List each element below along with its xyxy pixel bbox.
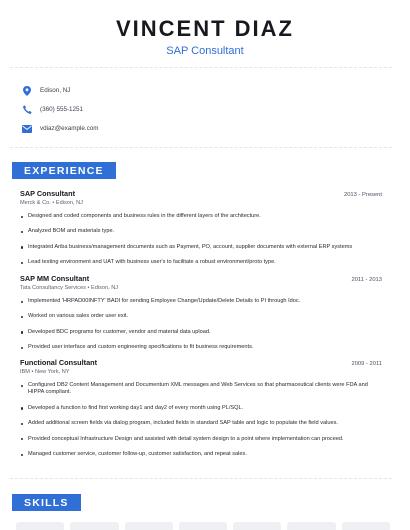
job-location: Edison, NJ [91, 285, 119, 291]
location-text: Edison, NJ [40, 87, 71, 94]
job-location: New York, NY [35, 369, 70, 375]
list-item: Provided user interface and custom engineering specifications to fit business requirements. [20, 344, 382, 351]
job-bullets [20, 382, 382, 458]
contact-block [22, 81, 99, 138]
skill-chip [179, 522, 227, 530]
list-item: Designed and coded components and business rules in the different layers of the architecture. [20, 213, 382, 220]
list-item: Analyzed BOM and materials type. [20, 228, 382, 235]
contact-location [22, 81, 99, 100]
resume-header [0, 0, 410, 58]
job-company: IBM [20, 369, 30, 375]
phone-icon [22, 105, 32, 115]
list-item: Provided conceptual Infrastructure Design and assisted with detail system design to a point where implementation can proceed. [20, 436, 382, 443]
section-heading-experience: EXPERIENCE [12, 162, 116, 179]
job-dates: 2009 - 2011 [351, 361, 382, 367]
contact-email [22, 119, 99, 138]
list-item: Developed BDC programs for customer, vendor and material data upload. [20, 329, 382, 336]
job-title: SAP Consultant [20, 189, 76, 198]
envelope-icon [22, 124, 32, 134]
divider [10, 478, 392, 479]
contact-phone [22, 100, 99, 119]
list-item: Integrated Ariba business/management documents such as Payment, PO, account, supplier documents with external ERP systems [20, 244, 382, 251]
job-bullets [20, 298, 382, 352]
skill-chip [70, 522, 118, 530]
job-entry [20, 274, 382, 352]
candidate-name: VINCENT DIAZ [116, 16, 294, 41]
skill-chip [233, 522, 281, 530]
job-dates: 2011 - 2013 [351, 277, 382, 283]
list-item: Developed a function to find first working day1 and day2 of every month using PL/SQL. [20, 405, 382, 412]
skills-list [16, 522, 390, 530]
email-text: vdiaz@example.com [40, 125, 99, 132]
candidate-title: SAP Consultant [166, 45, 244, 57]
job-company: Merck & Co. [20, 200, 51, 206]
job-entry [20, 358, 382, 458]
divider [10, 147, 392, 148]
skill-chip [342, 522, 390, 530]
list-item: Managed customer service, customer follow-up, customer satisfaction, and repeat sales. [20, 451, 382, 458]
job-company-line: Merck & Co. • Edison, NJ [20, 200, 83, 206]
list-item: Worked on various sales order user exit. [20, 313, 382, 320]
job-dates: 2013 - Present [343, 192, 382, 198]
skill-chip [125, 522, 173, 530]
job-bullets [20, 213, 382, 267]
job-company-line: Tata Consultancy Services • Edison, NJ [20, 285, 119, 291]
list-item: Configured DB2 Content Management and Documentum XML messages and Web Services so that pharmaceutical clients were FDA and HIPPA compliant. [20, 382, 382, 397]
list-item: Lead testing environment and UAT with business user's to facilitate a robust environment/proto type. [20, 259, 382, 266]
phone-text: (360) 555-1251 [40, 106, 84, 113]
job-title: Functional Consultant [20, 358, 98, 367]
list-item: Added additional screen fields via dialog program, included fields in standard SAP table and logic to populate the field values. [20, 420, 382, 427]
job-title: SAP MM Consultant [20, 274, 90, 283]
skill-chip [16, 522, 64, 530]
divider [10, 67, 392, 68]
job-entry [20, 189, 382, 267]
job-company: Tata Consultancy Services [20, 285, 86, 291]
map-pin-icon [22, 86, 32, 96]
list-item: Implemented 'HRPAD00INFTY' BADI for sending Employee Change/Update/Delete Details to PI through Idoc. [20, 298, 382, 305]
skill-chip [287, 522, 335, 530]
job-location: Edison, NJ [55, 200, 83, 206]
section-heading-skills: SKILLS [12, 494, 81, 511]
job-company-line: IBM • New York, NY [20, 369, 70, 375]
